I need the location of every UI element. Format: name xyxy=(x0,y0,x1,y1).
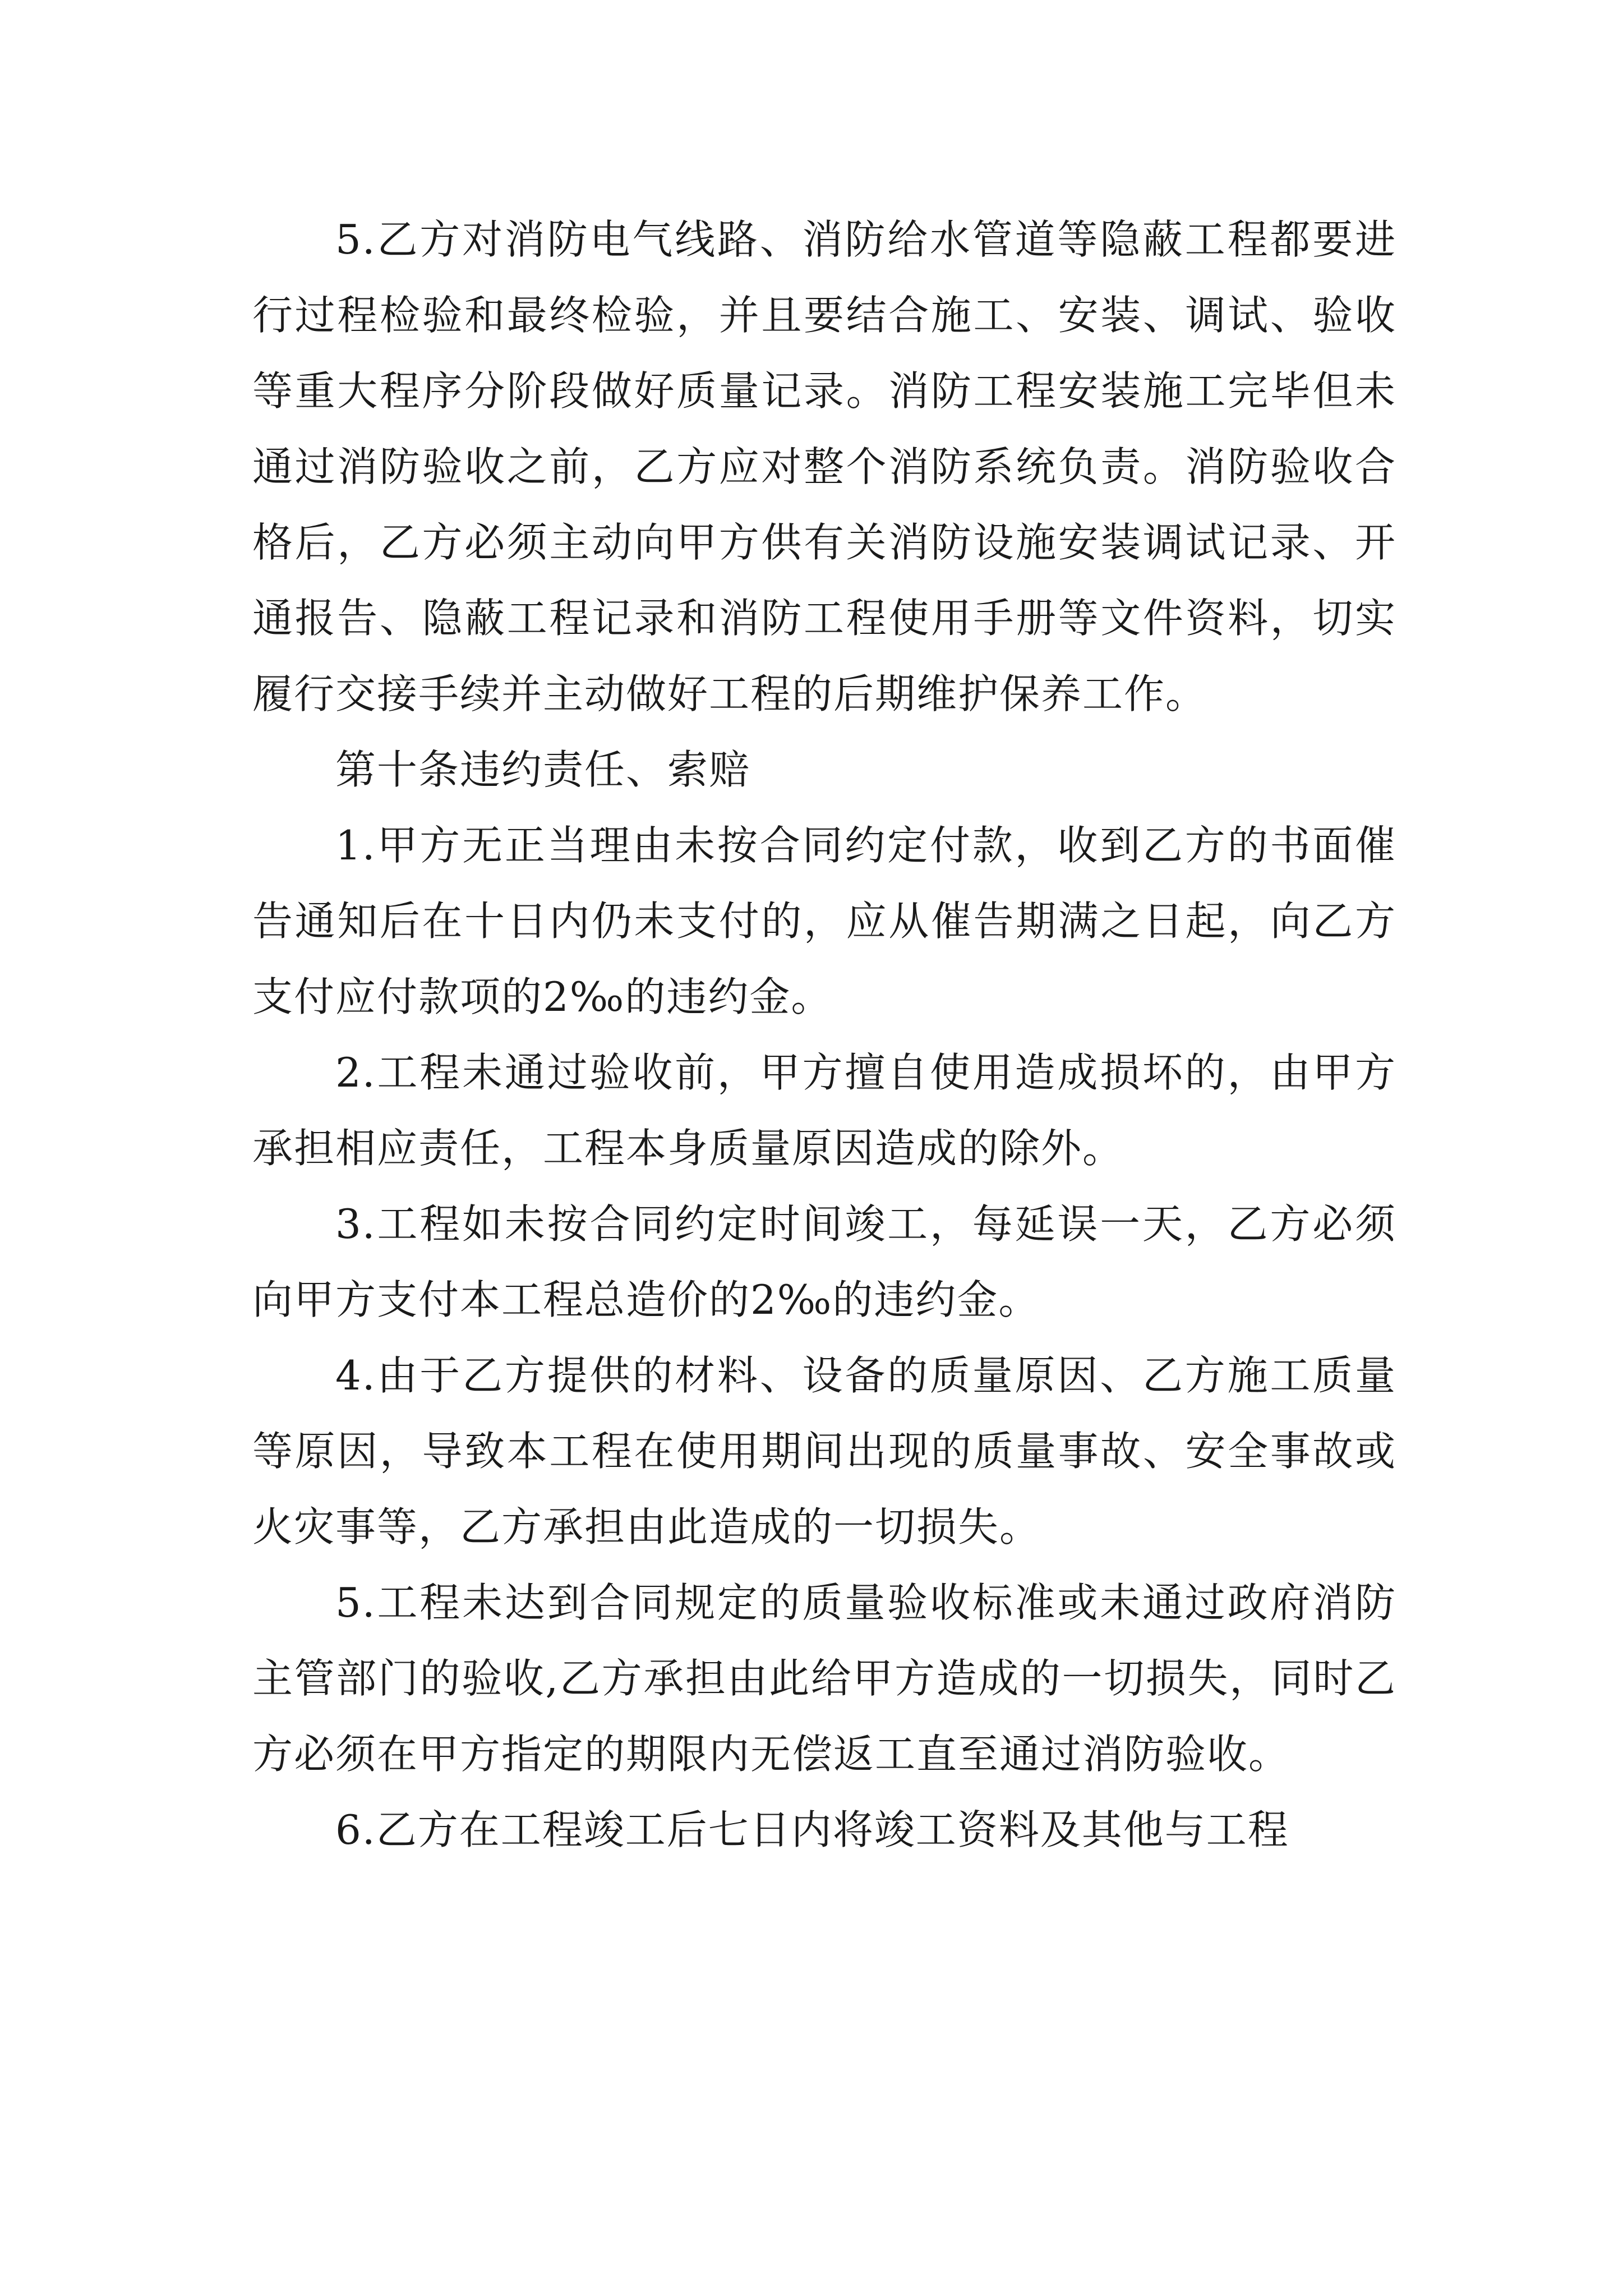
paragraph-clause-10-1: 1.甲方无正当理由未按合同约定付款，收到乙方的书面催告通知后在十日内仍未支付的，应从催告期满之日起，向乙方支付应付款项的2‰的违约金。 xyxy=(252,822,1396,1020)
section-heading-article-10: 第十条违约责任、索赔 xyxy=(335,746,751,793)
document-body xyxy=(252,202,1396,1868)
paragraph-clause-10-6: 6.乙方在工程竣工后七日内将竣工资料及其他与工程 xyxy=(335,1806,1289,1853)
paragraph-clause-10-3: 3.工程如未按合同约定时间竣工，每延误一天，乙方必须向甲方支付本工程总造价的2‰的违约金。 xyxy=(252,1200,1396,1323)
paragraph-clause-10-5: 5.工程未达到合同规定的质量验收标准或未通过政府消防主管部门的验收,乙方承担由此给甲方造成的一切损失，同时乙方必须在甲方指定的期限内无偿返工直至通过消防验收。 xyxy=(252,1579,1396,1778)
paragraph-clause-10-2: 2.工程未通过验收前，甲方擅自使用造成损坏的，由甲方承担相应责任，工程本身质量原因造成的除外。 xyxy=(252,1049,1396,1172)
paragraph-clause-9-5: 5.乙方对消防电气线路、消防给水管道等隐蔽工程都要进行过程检验和最终检验，并且要结合施工、安装、调试、验收等重大程序分阶段做好质量记录。消防工程安装施工完毕但未通过消防验收之前，乙方应对整个消防系统负责。消防验收合格后，乙方必须主动向甲方供有关消防设施安装调试记录、开通报告、隐蔽工程记录和消防工程使用手册等文件资料，切实履行交接手续并主动做好工程的后期维护保养工作。 xyxy=(252,216,1396,717)
paragraph-clause-10-4: 4.由于乙方提供的材料、设备的质量原因、乙方施工质量等原因，导致本工程在使用期间出现的质量事故、安全事故或火灾事等，乙方承担由此造成的一切损失。 xyxy=(252,1352,1396,1550)
